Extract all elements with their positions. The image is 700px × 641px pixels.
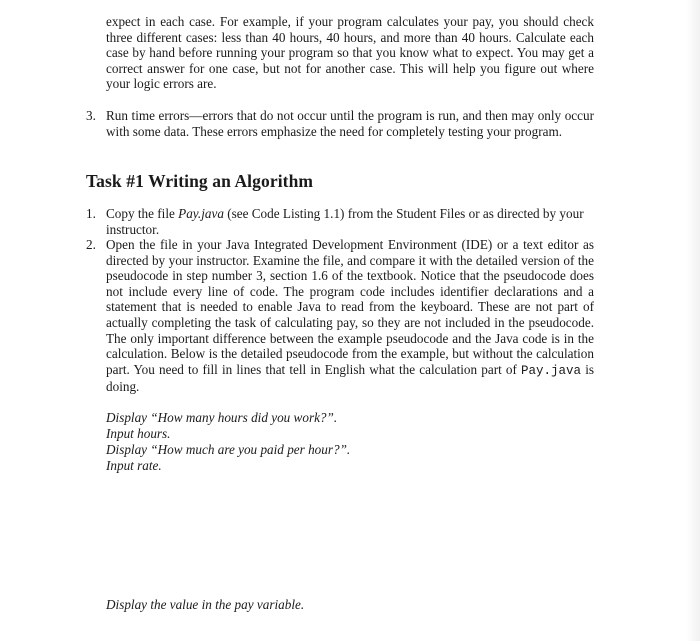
item-3-text: Run time errors—errors that do not occur until the program is run, and then may only occur with some data. These errors emphasize the need for completely testing your program. (106, 108, 594, 139)
task-item-1-after: (see Code Listing 1.1) from the Student Files or as directed by your instructor. (106, 206, 584, 237)
task-item-2-body: Open the file in your Java Integrated Development Environment (IDE) or a text editor as directed by your instructor. Examine the file, and compare it with the detailed version of the pseudocode in step number 3, section 1.6 of the textbook. Notice that the pseudocode does not include every line of code. The program code includes identifier declarations and a statement that is needed to enable Java to read from the keyboard. These are not part of actually completing the task of calculating pay, so they are not included in the pseudocode. The only important difference between the example pseudocode and the Java code is in the calculation. Below is the detailed pseudocode from the example, but without the calculation part. You need to fill in lines that tell in English what the calculation part of (106, 237, 594, 377)
task-item-2-text (106, 237, 594, 395)
final-pseudocode-line: Display the value in the pay variable. (106, 597, 305, 612)
item-3-number: 3. (86, 108, 96, 123)
task-item-1-before: Copy the file (106, 206, 179, 221)
intro-paragraph: expect in each case. For example, if your program calculates your pay, you should check three different cases: less than 40 hours, 40 hours, and more than 40 hours. Calculate each case by hand before running your program so that you know what to expect. You may get a correct answer for one case, but not for another case. This will help you figure out where your logic errors are. (106, 14, 594, 92)
task-item-1-filename: Pay.java (178, 206, 224, 221)
task-item-2-code: Pay.java (521, 363, 582, 378)
task-item-1-number: 1. (86, 206, 96, 221)
task-item-1-text (106, 206, 594, 237)
task-item-2-number: 2. (86, 237, 96, 252)
task-heading: Task #1 Writing an Algorithm (86, 171, 314, 191)
pseudocode-line-4: Input rate. (106, 458, 162, 473)
task-item-2-end: is doing. (106, 361, 595, 395)
pseudocode-line-2: Input hours. (106, 426, 171, 441)
pseudocode-line-3: Display “How much are you paid per hour?”. (106, 442, 351, 457)
page-edge-shadow (686, 0, 700, 641)
pseudocode-line-1: Display “How many hours did you work?”. (106, 410, 338, 425)
